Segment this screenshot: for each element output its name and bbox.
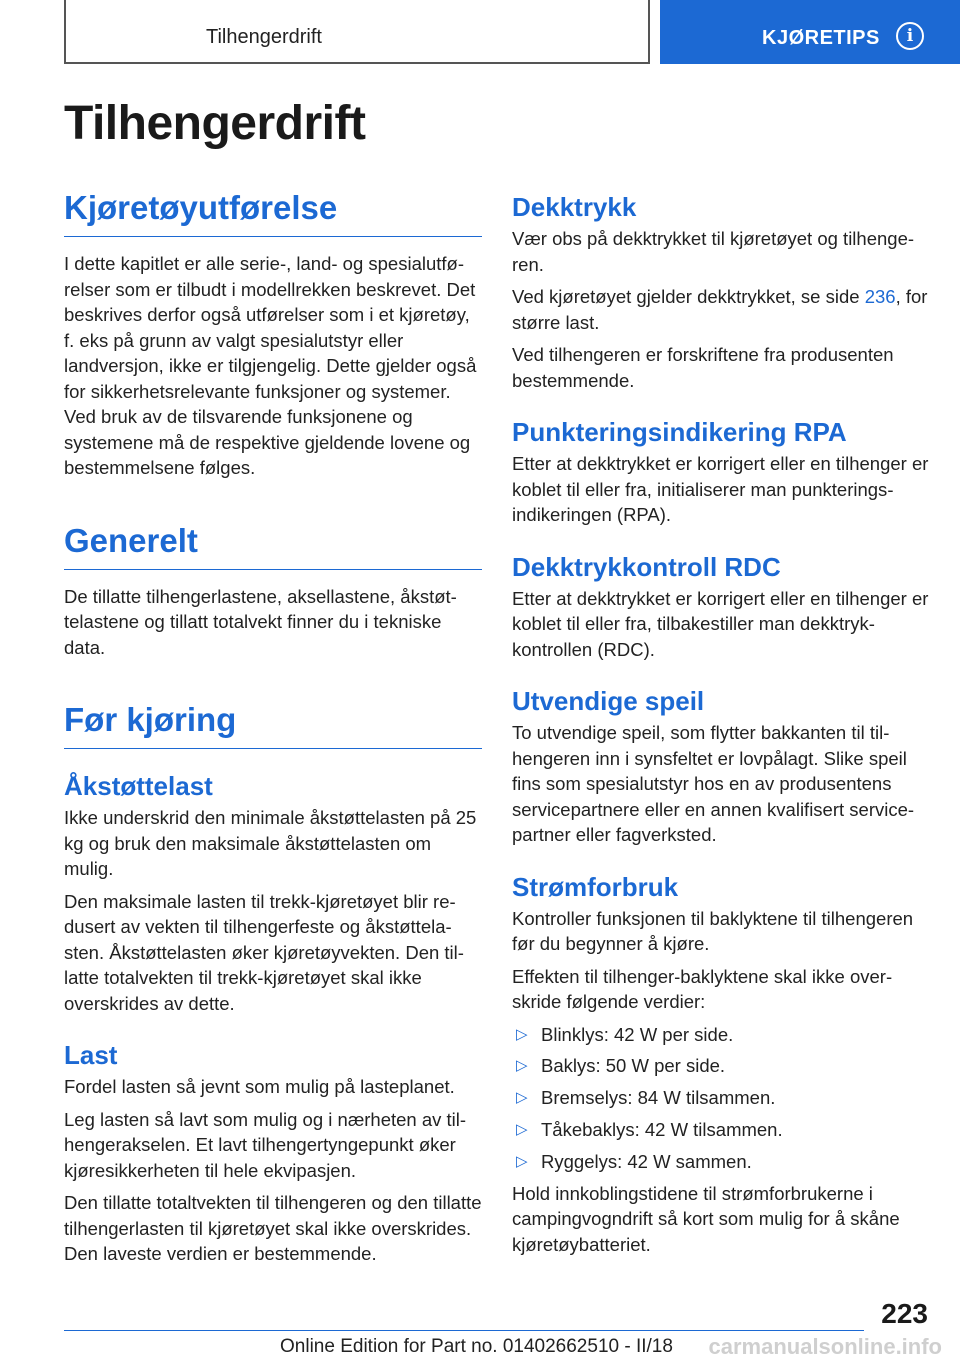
header-chapter-tab[interactable] [660, 0, 960, 64]
left-column [64, 186, 482, 1274]
page-link-236[interactable]: 236 [864, 286, 896, 307]
heading-kjoretoyutforelse: Kjøretøyutførelse [64, 186, 482, 237]
dekktrykk-p2-after: , for større last. [512, 286, 928, 333]
power-limits-list [512, 1022, 930, 1175]
dekktrykk-p2 [512, 284, 930, 335]
strom-p1: Kontroller funksjonen til baklyktene til tilhengeren før du begynner å kjøre. [512, 907, 914, 954]
page-number: 223 [881, 1298, 928, 1329]
header-chapter-label: KJØRETIPS [762, 27, 880, 49]
last-p1: Fordel lasten så jevnt som mulig på lasteplanet. [64, 1076, 455, 1097]
watermark: carmanualsonline.info [708, 1334, 942, 1359]
heading-stromforbruk: Strømforbruk [512, 871, 679, 902]
list-item [512, 1149, 930, 1175]
triangle-bullet-icon: ▷ [516, 1120, 528, 1139]
list-item-text: Ryggelys: 42 W sammen. [541, 1151, 752, 1173]
last-p3: Den tillatte totaltvekten til tilhengeren og den tillatte tilhengerlasten til kjøretøyet skal ikke overskrides. Den laveste verdien er bestemmende. [64, 1192, 482, 1264]
list-item-text: Tåkebaklys: 42 W tilsammen. [541, 1119, 783, 1141]
list-item-text: Bremselys: 84 W tilsammen. [541, 1087, 776, 1109]
akstottelast-p1: Ikke underskrid den minimale åkstøttelasten på 25 kg og bruk den maksimale åkstøttelasten om mulig. [64, 807, 477, 879]
kjoretoy-text: I dette kapitlet er alle serie-, land- og spesialutførelser som er tilbudt i modellrekken beskrevet. Det beskrives derfor også utførelser som i et kjøretøy, f. eks på grunn av valgt spesialutstyr eller landversjon, ikke er tilgjengelig. Dette gjelder også for sikkerhetsrelevante funksjoner og systemer. Ved bruk av de tilsvarende funksjonene og systemene må de respektive gjeldende lovene og bestemmelsene følges. [64, 253, 477, 478]
heading-dekktrykk: Dekktrykk [512, 192, 637, 222]
strom-p2: Effekten til tilhenger-baklyktene skal ikke overskride følgende verdier: [512, 965, 893, 1012]
dekktrykk-p1: Vær obs på dekktrykket til kjøretøyet og tilhengeren. [512, 228, 915, 275]
generelt-text: De tillatte tilhengerlastene, aksellastene, åkstøttelastene og tillatt totalvekt finner du i tekniske data. [64, 585, 457, 658]
triangle-bullet-icon: ▷ [516, 1024, 528, 1043]
speil-text: To utvendige speil, som flytter bakkanten til tilhengeren inn i synsfeltet er lovpålagt. Slike speil fins som spesialutstyr hos en av produsentens servicepartnere eller en annen kvalifisert servicepartner eller fagverksted. [512, 722, 915, 845]
heading-akstottelast: Åkstøttelast [64, 771, 213, 801]
heading-punkteringsindikering: Punkteringsindikering RPA [512, 417, 847, 447]
info-icon[interactable]: i [896, 22, 924, 50]
footer-divider [64, 1330, 864, 1331]
last-p2: Leg lasten så lavt som mulig og i nærheten av tilhengerakselen. Et lavt tilhengertyngepunkt øker kjøresikkerheten til hele ekvipasjen. [64, 1108, 467, 1181]
dekktrykk-p3: Ved tilhengeren er forskriftene fra produsenten bestemmende. [512, 344, 894, 391]
right-column [512, 186, 930, 1264]
footer-edition: Online Edition for Part no. 01402662510 - II/18 [280, 1336, 673, 1357]
list-item [512, 1117, 930, 1143]
akstottelast-p2: Den maksimale lasten til trekk-kjøretøyet blir redusert av vekten til tilhengerfeste og åkstøttelasten. Åkstøttelasten øker kjøretøyvekten. Den tillatte totalvekten til trekk-kjøretøyet skal ikke overskrides av dette. [64, 890, 464, 1014]
rpa-text: Etter at dekktrykket er korrigert eller en tilhenger er koblet til eller fra, initialiserer man punkteringsindikeringen (RPA). [512, 453, 929, 525]
heading-for-kjoring: Før kjøring [64, 698, 482, 749]
list-item [512, 1053, 930, 1079]
heading-dekktrykkontroll: Dekktrykkontroll RDC [512, 551, 781, 582]
triangle-bullet-icon: ▷ [516, 1056, 528, 1075]
dekktrykk-p2-before: Ved kjøretøyet gjelder dekktrykket, se side [512, 286, 865, 307]
rdc-text: Etter at dekktrykket er korrigert eller en tilhenger er koblet til eller fra, tilbakestiller man dekktrykkontrollen (RDC). [512, 587, 929, 660]
header-section-title: Tilhengerdrift [206, 26, 322, 48]
list-item-text: Baklys: 50 W per side. [541, 1055, 726, 1077]
heading-last: Last [64, 1040, 118, 1070]
strom-p3: Hold innkoblingstidene til strømforbrukerne i campingvogndrift så kort som mulig for å skåne kjøretøybatteriet. [512, 1182, 900, 1255]
triangle-bullet-icon: ▷ [516, 1088, 528, 1107]
page-title: Tilhengerdrift [64, 97, 366, 150]
heading-generelt: Generelt [64, 519, 482, 570]
list-item [512, 1085, 930, 1111]
triangle-bullet-icon: ▷ [516, 1152, 528, 1171]
heading-utvendige-speil: Utvendige speil [512, 686, 705, 716]
list-item [512, 1022, 930, 1048]
list-item-text: Blinklys: 42 W per side. [541, 1023, 734, 1045]
header-section-box [64, 0, 650, 64]
